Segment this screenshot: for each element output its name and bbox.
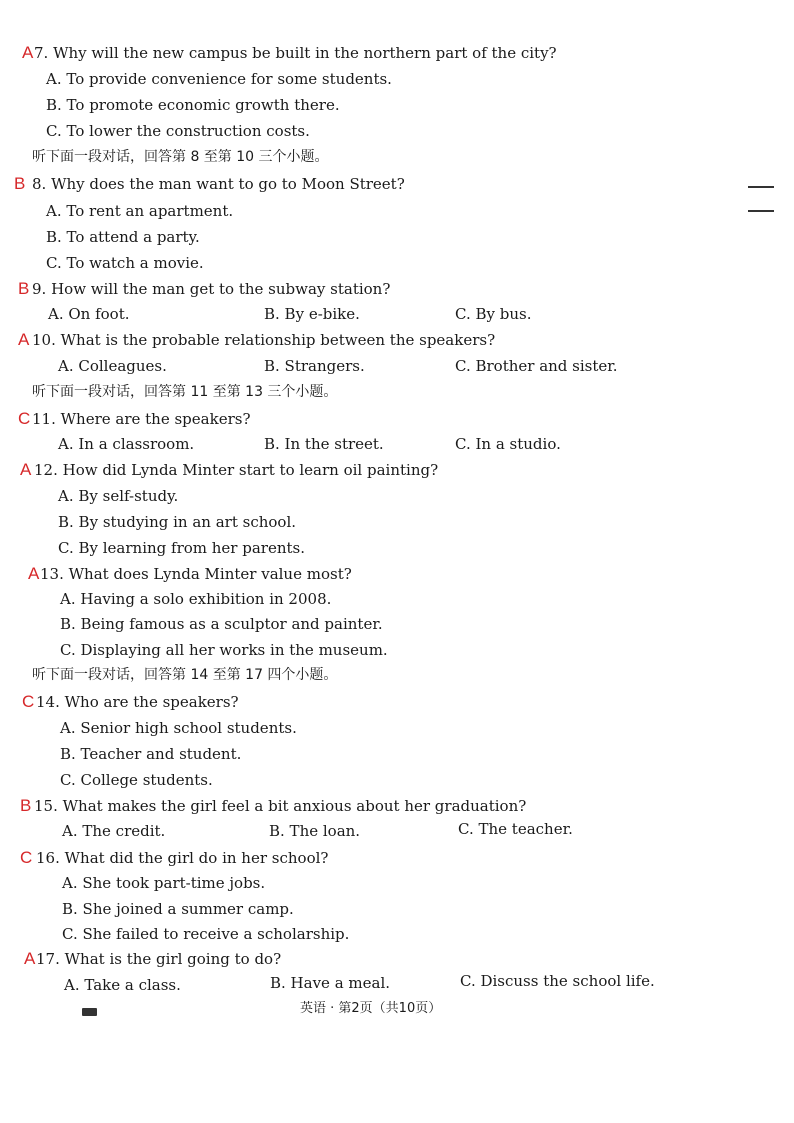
option-text: A. Take a class. [64, 976, 181, 994]
option-text: A. Colleagues. [58, 357, 167, 375]
option-text: C. Discuss the school life. [460, 972, 655, 990]
answer-mark: A [18, 330, 30, 349]
option-text: C. Displaying all her works in the museum. [60, 641, 388, 659]
answer-mark: A [22, 43, 34, 62]
margin-binding-mark [748, 186, 774, 188]
answer-mark: A [20, 460, 32, 479]
option-text: B. Being famous as a sculptor and painter. [60, 615, 383, 633]
section-instruction: 听下面一段对话，回答第 14 至第 17 四个小题。 [32, 667, 338, 683]
option-text: C. College students. [60, 771, 213, 789]
option-text: B. She joined a summer camp. [62, 900, 294, 918]
answer-mark: C [18, 409, 31, 428]
option-text: C. In a studio. [455, 435, 561, 453]
question-text: 11. Where are the speakers? [32, 410, 251, 428]
option-text: C. She failed to receive a scholarship. [62, 925, 350, 943]
option-text: B. Strangers. [264, 357, 365, 375]
question-text: 12. How did Lynda Minter start to learn oil painting? [34, 461, 439, 479]
barcode-icon [82, 1008, 97, 1016]
option-text: A. To rent an apartment. [46, 202, 234, 220]
option-text: A. Senior high school students. [60, 719, 297, 737]
answer-mark: B [20, 796, 32, 815]
answer-mark: B [18, 279, 30, 298]
answer-mark: C [22, 692, 35, 711]
option-text: A. Having a solo exhibition in 2008. [60, 590, 332, 608]
answer-mark: C [20, 848, 33, 867]
option-text: C. The teacher. [458, 820, 573, 838]
page-footer: 英语 · 第2页（共10页） [300, 1001, 442, 1016]
question-text: 10. What is the probable relationship between the speakers? [32, 331, 496, 349]
question-text: 9. How will the man get to the subway station? [32, 280, 391, 298]
answer-mark: B [14, 174, 26, 193]
question-text: 14. Who are the speakers? [36, 693, 239, 711]
question-text: 13. What does Lynda Minter value most? [40, 565, 352, 583]
option-text: B. To promote economic growth there. [46, 96, 340, 114]
option-text: A. In a classroom. [58, 435, 195, 453]
option-text: A. By self-study. [58, 487, 179, 505]
option-text: B. Teacher and student. [60, 745, 242, 763]
option-text: C. To watch a movie. [46, 254, 204, 272]
option-text: A. The credit. [62, 822, 166, 840]
section-instruction: 听下面一段对话，回答第 8 至第 10 三个小题。 [32, 149, 329, 165]
option-text: C. By learning from her parents. [58, 539, 305, 557]
question-text: 15. What makes the girl feel a bit anxious about her graduation? [34, 797, 527, 815]
option-text: C. To lower the construction costs. [46, 122, 310, 140]
question-text: 7. Why will the new campus be built in the northern part of the city? [34, 44, 557, 62]
option-text: B. In the street. [264, 435, 384, 453]
option-text: B. By studying in an art school. [58, 513, 297, 531]
answer-mark: A [28, 564, 40, 583]
question-text: 8. Why does the man want to go to Moon Street? [32, 175, 405, 193]
option-text: B. Have a meal. [270, 974, 391, 992]
option-text: B. The loan. [269, 822, 361, 840]
option-text: B. By e-bike. [264, 305, 360, 323]
option-text: B. To attend a party. [46, 228, 200, 246]
answer-mark: A [24, 949, 36, 968]
option-text: A. On foot. [48, 305, 130, 323]
margin-binding-mark [748, 210, 774, 212]
option-text: A. She took part-time jobs. [62, 874, 266, 892]
option-text: A. To provide convenience for some students. [46, 70, 392, 88]
question-text: 17. What is the girl going to do? [36, 950, 282, 968]
section-instruction: 听下面一段对话，回答第 11 至第 13 三个小题。 [32, 384, 338, 400]
question-text: 16. What did the girl do in her school? [36, 849, 329, 867]
option-text: C. By bus. [455, 305, 532, 323]
option-text: C. Brother and sister. [455, 357, 618, 375]
